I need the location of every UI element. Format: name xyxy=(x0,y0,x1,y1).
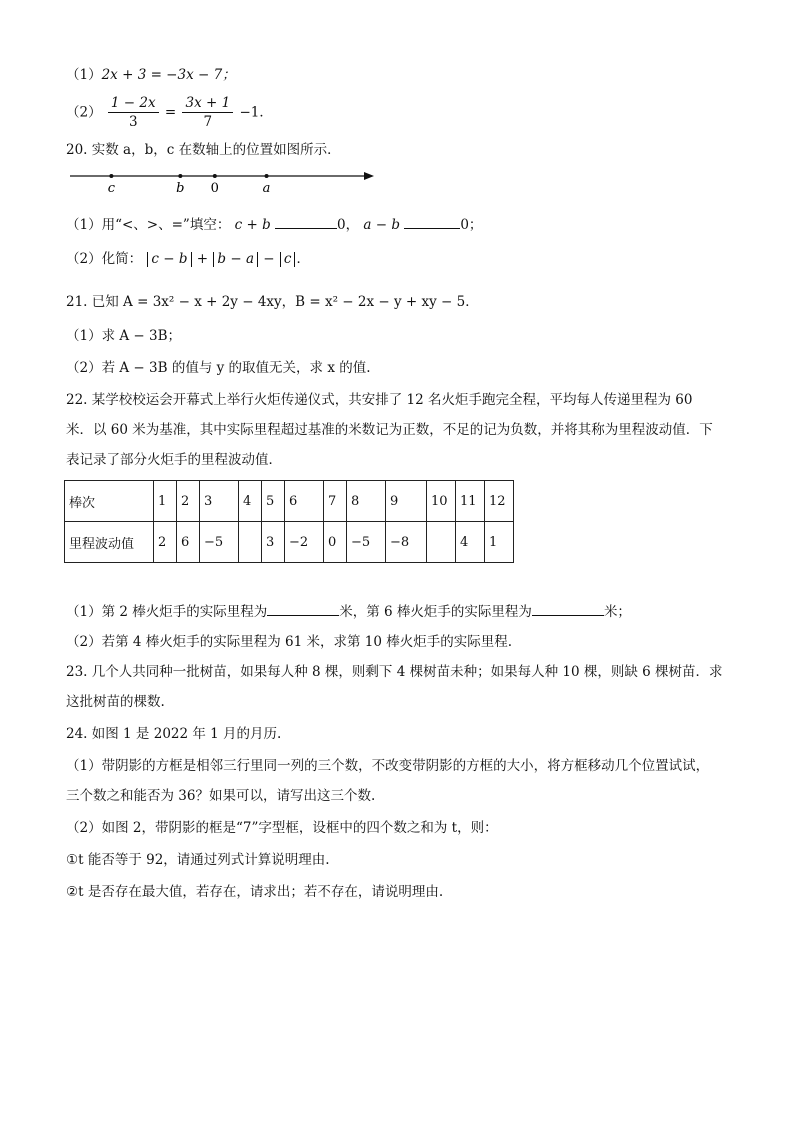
table-cell: 12 xyxy=(485,481,514,522)
expression: c + b xyxy=(234,217,271,233)
table-cell: 3 xyxy=(200,481,239,522)
number-line-label: b xyxy=(176,181,185,196)
table-cell: −5 xyxy=(200,522,239,563)
number-line-point xyxy=(213,174,217,178)
q22-part2: （2）若第 4 棒火炬手的实际里程为 61 米，求第 10 棒火炬手的实际里程. xyxy=(66,634,513,650)
number-line-label: a xyxy=(262,181,271,196)
prompt-text: （1）用“<、>、=”填空： xyxy=(66,217,231,233)
q20-part2 xyxy=(66,249,310,269)
table-cell: 8 xyxy=(347,481,386,522)
absolute-value: b − a xyxy=(213,252,258,267)
operator: + xyxy=(196,251,209,267)
period: ． xyxy=(296,251,310,267)
numerator: 1 − 2x xyxy=(108,94,159,113)
table-cell: 2 xyxy=(177,481,200,522)
table-cell: 2 xyxy=(154,522,177,563)
q19-part1 xyxy=(66,65,236,85)
equation-tail: −1． xyxy=(239,104,273,121)
mileage-table xyxy=(64,480,514,563)
table-cell: 11 xyxy=(456,481,485,522)
q23-line1: 23. 几个人共同种一批树苗，如果每人种 8 棵，则剩下 4 棵树苗未种；如果每人种 10 棵，则缺 6 棵树苗．求 xyxy=(66,664,723,680)
q22-stem-line1: 22. 某学校校运会开幕式上举行火炬传递仪式，共安排了 12 名火炬手跑完全程，平均每人传递里程为 60 xyxy=(66,392,693,408)
table-cell: 4 xyxy=(239,481,262,522)
table-cell: 5 xyxy=(262,481,285,522)
table-cell xyxy=(427,522,456,563)
table-cell: −5 xyxy=(347,522,386,563)
table-cell: −8 xyxy=(386,522,427,563)
fraction-left xyxy=(108,94,159,131)
q22-part1 xyxy=(66,601,631,622)
table-cell xyxy=(239,522,262,563)
table-row xyxy=(65,522,514,563)
table-cell: 6 xyxy=(177,522,200,563)
q24-sub1: ①t 能否等于 92，请通过列式计算说明理由. xyxy=(66,852,330,868)
q19-part2 xyxy=(66,94,273,131)
number-line-marks xyxy=(108,174,271,196)
prompt-text: 米； xyxy=(603,604,631,620)
number-line-label: c xyxy=(107,181,116,196)
prompt-text: 米，第 6 棒火炬手的实际里程为 xyxy=(339,604,532,620)
table-cell: 1 xyxy=(154,481,177,522)
part-label: （2） xyxy=(66,104,102,121)
number-line-label: 0 xyxy=(210,181,219,196)
number-line xyxy=(70,166,380,198)
comparison-value: 0， xyxy=(337,217,360,233)
q21-stem: 21. 已知 A = 3x² − x + 2y − 4xy，B = x² − 2x − y + xy − 5． xyxy=(66,294,479,310)
fraction-right xyxy=(182,94,233,131)
table-cell: 6 xyxy=(285,481,324,522)
number-line-point xyxy=(109,174,113,178)
table-row-label: 里程波动值 xyxy=(65,522,154,563)
table-cell: 9 xyxy=(386,481,427,522)
q20-part1 xyxy=(66,214,482,235)
operator: − xyxy=(263,251,275,267)
expression: a − b xyxy=(363,217,401,233)
number-line-point xyxy=(178,174,182,178)
comparison-value: 0； xyxy=(460,217,483,233)
q24-part1-line2: 三个数之和能否为 36？如果可以，请写出这三个数. xyxy=(66,788,376,804)
q21-part2: （2）若 A − 3B 的值与 y 的取值无关，求 x 的值. xyxy=(66,360,371,376)
prompt-text: （1）第 2 棒火炬手的实际里程为 xyxy=(66,604,268,620)
table-cell: 0 xyxy=(324,522,347,563)
table-cell: −2 xyxy=(285,522,324,563)
table-cell: 4 xyxy=(456,522,485,563)
q22-stem-line3: 表记录了部分火炬手的里程波动值． xyxy=(66,452,282,468)
table-cell: 7 xyxy=(324,481,347,522)
q24-sub2: ②t 是否存在最大值，若存在，请求出；若不存在，请说明理由. xyxy=(66,884,444,900)
q21-part1: （1）求 A − 3B； xyxy=(66,328,182,344)
table-header-row xyxy=(65,481,514,522)
q24-stem: 24. 如图 1 是 2022 年 1 月的月历. xyxy=(66,726,282,742)
q23-line2: 这批树苗的棵数. xyxy=(66,694,165,710)
answer-blank[interactable] xyxy=(275,214,337,229)
answer-blank[interactable] xyxy=(404,214,460,229)
denominator: 3 xyxy=(128,114,138,130)
absolute-value: c − b xyxy=(147,252,191,267)
q20-stem: 20. 实数 a，b，c 在数轴上的位置如图所示． xyxy=(66,142,341,158)
arrow-icon xyxy=(364,172,374,180)
equals-sign: = xyxy=(164,104,177,121)
equation: 2x + 3 = −3x − 7； xyxy=(101,67,236,83)
answer-blank[interactable] xyxy=(267,601,339,616)
q22-stem-line2: 米．以 60 米为基准，其中实际里程超过基准的米数记为正数，不足的记为负数，并将其称为里程波动值．下 xyxy=(66,422,713,438)
q24-part1-line1: （1）带阴影的方框是相邻三行里同一列的三个数，不改变带阴影的方框的大小，将方框移动几个位置试试， xyxy=(66,758,710,774)
table-cell: 10 xyxy=(427,481,456,522)
number-line-point xyxy=(265,174,269,178)
part-label: （1） xyxy=(66,67,102,83)
absolute-value: c xyxy=(280,252,296,267)
denominator: 7 xyxy=(203,114,213,130)
table-cell: 3 xyxy=(262,522,285,563)
prompt-text: （2）化简： xyxy=(66,251,143,267)
q24-part2: （2）如图 2，带阴影的框是“7”字型框，设框中的四个数之和为 t，则： xyxy=(66,820,498,836)
answer-blank[interactable] xyxy=(532,601,604,616)
table-cell: 1 xyxy=(485,522,514,563)
numerator: 3x + 1 xyxy=(182,94,233,113)
table-row-label: 棒次 xyxy=(65,481,154,522)
